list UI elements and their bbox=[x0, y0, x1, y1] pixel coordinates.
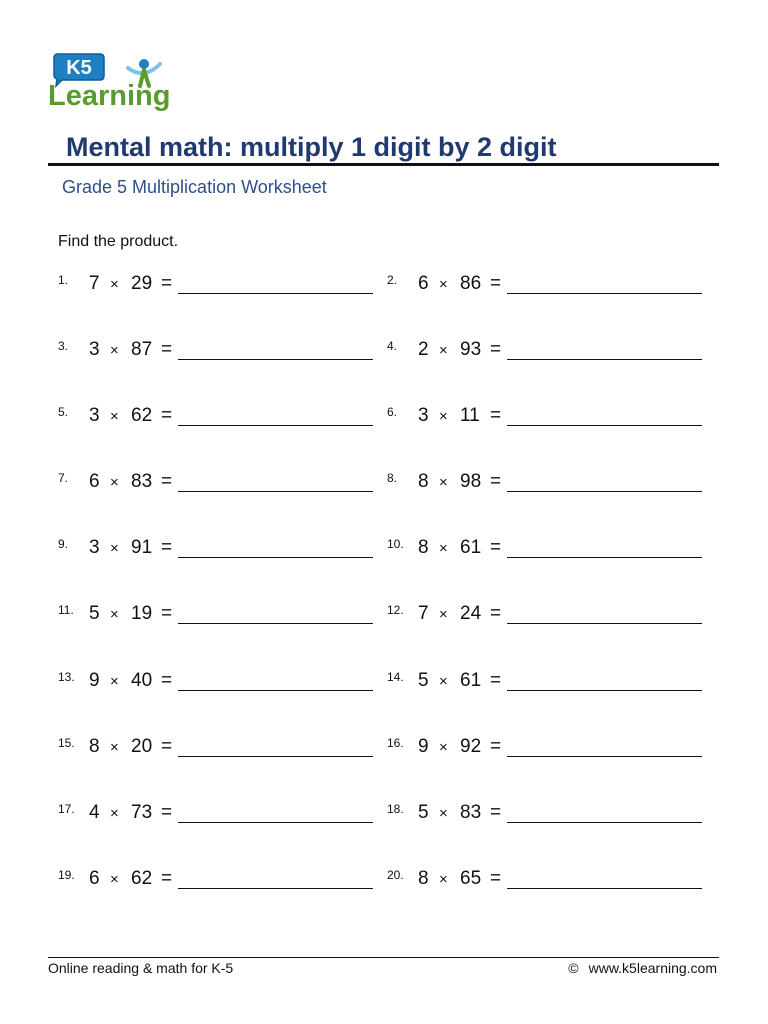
factor-b: 83 bbox=[460, 802, 482, 823]
factor-a: 2 bbox=[418, 339, 429, 360]
answer-line[interactable] bbox=[178, 822, 373, 823]
answer-line[interactable] bbox=[507, 557, 702, 558]
problem-number: 2. bbox=[387, 273, 398, 287]
copyright-icon: © bbox=[568, 960, 579, 976]
equals-sign: = bbox=[490, 868, 502, 889]
equals-sign: = bbox=[490, 670, 502, 691]
times-sign: × bbox=[110, 805, 119, 822]
times-sign: × bbox=[110, 606, 119, 623]
factor-b: 62 bbox=[131, 868, 153, 889]
problem-number: 14. bbox=[387, 670, 404, 684]
times-sign: × bbox=[110, 408, 119, 425]
times-sign: × bbox=[439, 540, 448, 557]
equals-sign: = bbox=[490, 273, 502, 294]
equals-sign: = bbox=[161, 339, 173, 360]
factor-a: 4 bbox=[89, 802, 100, 823]
problem-number: 19. bbox=[58, 868, 75, 882]
factor-a: 3 bbox=[418, 405, 429, 426]
problem-17 bbox=[58, 802, 388, 832]
equals-sign: = bbox=[161, 405, 173, 426]
answer-line[interactable] bbox=[507, 293, 702, 294]
answer-line[interactable] bbox=[507, 888, 702, 889]
page-title: Mental math: multiply 1 digit by 2 digit bbox=[66, 132, 557, 162]
equals-sign: = bbox=[490, 537, 502, 558]
factor-b: 62 bbox=[131, 405, 153, 426]
problem-4 bbox=[387, 339, 717, 369]
answer-line[interactable] bbox=[178, 425, 373, 426]
equals-sign: = bbox=[161, 868, 173, 889]
factor-a: 3 bbox=[89, 537, 100, 558]
problem-number: 16. bbox=[387, 736, 404, 750]
factor-a: 6 bbox=[418, 273, 429, 294]
answer-line[interactable] bbox=[507, 822, 702, 823]
factor-b: 19 bbox=[131, 603, 153, 624]
equals-sign: = bbox=[161, 603, 173, 624]
factor-a: 9 bbox=[89, 670, 100, 691]
problem-2 bbox=[387, 273, 717, 303]
answer-line[interactable] bbox=[178, 293, 373, 294]
problem-7 bbox=[58, 471, 388, 501]
factor-a: 8 bbox=[418, 868, 429, 889]
answer-line[interactable] bbox=[178, 756, 373, 757]
problem-8 bbox=[387, 471, 717, 501]
factor-b: 61 bbox=[460, 537, 482, 558]
factor-a: 8 bbox=[89, 736, 100, 757]
times-sign: × bbox=[110, 871, 119, 888]
answer-line[interactable] bbox=[178, 690, 373, 691]
footer-website bbox=[568, 960, 717, 976]
times-sign: × bbox=[439, 805, 448, 822]
problem-number: 3. bbox=[58, 339, 69, 353]
factor-a: 7 bbox=[89, 273, 100, 294]
times-sign: × bbox=[110, 474, 119, 491]
factor-a: 5 bbox=[418, 802, 429, 823]
problem-10 bbox=[387, 537, 717, 567]
problem-1 bbox=[58, 273, 388, 303]
problem-20 bbox=[387, 868, 717, 898]
times-sign: × bbox=[439, 408, 448, 425]
problem-16 bbox=[387, 736, 717, 766]
factor-b: 73 bbox=[131, 802, 153, 823]
problem-number: 7. bbox=[58, 471, 69, 485]
problem-11 bbox=[58, 603, 388, 633]
times-sign: × bbox=[110, 673, 119, 690]
problem-number: 1. bbox=[58, 273, 69, 287]
answer-line[interactable] bbox=[178, 623, 373, 624]
problem-number: 4. bbox=[387, 339, 398, 353]
footer-divider bbox=[48, 957, 719, 958]
factor-b: 83 bbox=[131, 471, 153, 492]
problem-number: 12. bbox=[387, 603, 404, 617]
factor-a: 9 bbox=[418, 736, 429, 757]
answer-line[interactable] bbox=[507, 756, 702, 757]
problem-number: 6. bbox=[387, 405, 398, 419]
factor-a: 6 bbox=[89, 471, 100, 492]
factor-b: 87 bbox=[131, 339, 153, 360]
times-sign: × bbox=[110, 342, 119, 359]
times-sign: × bbox=[439, 871, 448, 888]
equals-sign: = bbox=[490, 405, 502, 426]
problem-6 bbox=[387, 405, 717, 435]
factor-b: 93 bbox=[460, 339, 482, 360]
times-sign: × bbox=[439, 342, 448, 359]
factor-b: 91 bbox=[131, 537, 153, 558]
factor-a: 7 bbox=[418, 603, 429, 624]
factor-b: 86 bbox=[460, 273, 482, 294]
problem-number: 15. bbox=[58, 736, 75, 750]
instructions: Find the product. bbox=[58, 233, 179, 250]
factor-a: 6 bbox=[89, 868, 100, 889]
equals-sign: = bbox=[161, 273, 173, 294]
problem-3 bbox=[58, 339, 388, 369]
answer-line[interactable] bbox=[507, 690, 702, 691]
problem-13 bbox=[58, 670, 388, 700]
equals-sign: = bbox=[161, 670, 173, 691]
factor-b: 29 bbox=[131, 273, 153, 294]
factor-b: 61 bbox=[460, 670, 482, 691]
problem-15 bbox=[58, 736, 388, 766]
equals-sign: = bbox=[161, 802, 173, 823]
times-sign: × bbox=[110, 739, 119, 756]
times-sign: × bbox=[439, 474, 448, 491]
factor-b: 92 bbox=[460, 736, 482, 757]
problem-9 bbox=[58, 537, 388, 567]
problem-number: 18. bbox=[387, 802, 404, 816]
k5-badge-text: K5 bbox=[66, 57, 92, 79]
problem-number: 10. bbox=[387, 537, 404, 551]
factor-a: 5 bbox=[418, 670, 429, 691]
factor-b: 98 bbox=[460, 471, 482, 492]
problem-number: 9. bbox=[58, 537, 69, 551]
factor-a: 8 bbox=[418, 537, 429, 558]
problem-number: 8. bbox=[387, 471, 398, 485]
answer-line[interactable] bbox=[507, 623, 702, 624]
problem-number: 13. bbox=[58, 670, 75, 684]
problem-5 bbox=[58, 405, 388, 435]
times-sign: × bbox=[439, 673, 448, 690]
answer-line[interactable] bbox=[178, 557, 373, 558]
answer-line[interactable] bbox=[178, 491, 373, 492]
times-sign: × bbox=[439, 276, 448, 293]
problem-number: 20. bbox=[387, 868, 404, 882]
factor-b: 24 bbox=[460, 603, 482, 624]
answer-line[interactable] bbox=[507, 359, 702, 360]
problem-14 bbox=[387, 670, 717, 700]
equals-sign: = bbox=[161, 471, 173, 492]
factor-b: 20 bbox=[131, 736, 153, 757]
factor-a: 5 bbox=[89, 603, 100, 624]
times-sign: × bbox=[439, 739, 448, 756]
equals-sign: = bbox=[490, 339, 502, 360]
equals-sign: = bbox=[161, 736, 173, 757]
answer-line[interactable] bbox=[507, 425, 702, 426]
answer-line[interactable] bbox=[178, 359, 373, 360]
problem-18 bbox=[387, 802, 717, 832]
equals-sign: = bbox=[490, 736, 502, 757]
problem-12 bbox=[387, 603, 717, 633]
answer-line[interactable] bbox=[507, 491, 702, 492]
problem-number: 11. bbox=[58, 603, 74, 617]
equals-sign: = bbox=[490, 471, 502, 492]
answer-line[interactable] bbox=[178, 888, 373, 889]
times-sign: × bbox=[110, 540, 119, 557]
factor-b: 65 bbox=[460, 868, 482, 889]
equals-sign: = bbox=[490, 603, 502, 624]
learning-word: Learning bbox=[48, 80, 171, 112]
page-subtitle: Grade 5 Multiplication Worksheet bbox=[62, 177, 327, 197]
factor-b: 40 bbox=[131, 670, 153, 691]
times-sign: × bbox=[110, 276, 119, 293]
equals-sign: = bbox=[490, 802, 502, 823]
footer-tagline: Online reading & math for K-5 bbox=[48, 960, 234, 976]
problem-number: 17. bbox=[58, 802, 75, 816]
factor-a: 3 bbox=[89, 339, 100, 360]
website-link[interactable]: www.k5learning.com bbox=[588, 960, 717, 976]
problem-number: 5. bbox=[58, 405, 69, 419]
equals-sign: = bbox=[161, 537, 173, 558]
factor-b: 11 bbox=[460, 405, 480, 426]
times-sign: × bbox=[439, 606, 448, 623]
factor-a: 3 bbox=[89, 405, 100, 426]
problem-19 bbox=[58, 868, 388, 898]
factor-a: 8 bbox=[418, 471, 429, 492]
